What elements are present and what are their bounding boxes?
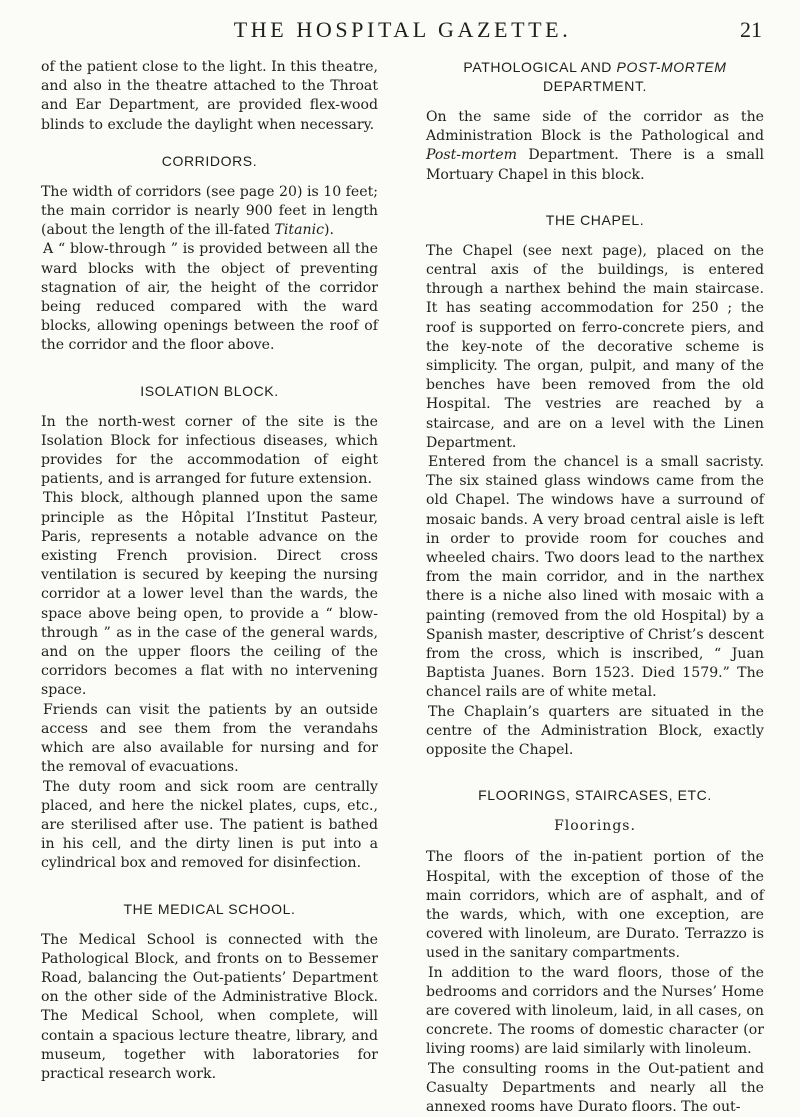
chapel-paragraph-3: The Chaplain’s quarters are situated in the centre of the Administration Block, exactly opposite the Chapel. [426,703,764,759]
pathological-heading: PATHOLOGICAL AND POST-MORTEM DEPARTMENT. [463,59,727,94]
intro-paragraph: of the patient close to the light. In this theatre, and also in the theatre attached to the Throat and Ear Department, are provided flex-wood blinds to exclude the daylight when necessary. [41,59,378,133]
right-column [426,58,764,1117]
text-columns [41,58,764,1117]
page-number: 21 [740,17,762,42]
chapel-paragraph-2: Entered from the chancel is a small sacristy. The six stained glass windows came from the old Chapel. The windows have a surround of mosaic bands. A very broad central aisle is left in order to provide room for couches and wheeled chairs. Two doors lead to the narthex from the main corridor, and in the narthex there is a niche also lined with mosaic with a painting (removed from the old Hospital) by a Spanish master, descriptive of Christ’s descent from the cross, which is inscribed, “ Juan Baptista Juanes. Born 1523. Died 1579.” The chancel rails are of white metal. [426,454,764,701]
medical-school-paragraph: The Medical School is connected with the Pathological Block, and fronts on to Bessemer Road, balancing the Out-patients’ Department on the other side of the Administrative Block. The Medical School, when complete, will contain a spacious lecture theatre, library, and museum, together with laboratories for practical research work. [41,931,378,1082]
corridors-heading: CORRIDORS. [161,152,258,169]
chapel-paragraph-1: The Chapel (see next page), placed on the central axis of the buildings, is entered through a narthex behind the main staircase. It has seating accommodation for 250 ; the roof is supported on ferro-concrete piers, and the key-note of the decorative scheme is simplicity. The organ, pulpit, and many of the benches have been removed from the old Hospital. The vestries are reached by a staircase, and are on a level with the Linen Department. [426,242,764,451]
floorings-subheading: Floorings. [554,818,636,835]
medical-school-heading: THE MEDICAL SCHOOL. [123,900,296,917]
floorings-paragraph-1: The floors of the in-patient portion of the Hospital, with the exception of those of the main corridors, which are of asphalt, and of the wards, which, with one exception, are covered with linoleum, are Durato. Terrazzo is used in the sanitary compartments. [426,849,764,962]
isolation-paragraph-1: In the north-west corner of the site is the Isolation Block for infectious diseases, which provides for the accommodation of eight patients, and is arranged for future extension. [41,413,378,488]
running-head [41,0,764,44]
isolation-paragraph-2: This block, although planned upon the same principle as the Hôpital l’Institut Pasteur, Paris, represents a notable advance on the existing French provision. Direct cross ventilation is secured by keeping the nursing corridor at a lower level than the wards, the space above being open, to provide a “ blow-through ” as in the case of the general wards, and on the upper floors the ceiling of the corridors becomes a flat with no intervening space. [41,490,378,699]
isolation-paragraph-3: Friends can visit the patients by an outside access and see them from the verandahs which are also available for nursing and for the removal of evacuations. [41,701,378,776]
isolation-paragraph-4: The duty room and sick room are centrally placed, and here the nickel plates, cups, etc., are sterilised after use. The patient is bathed in his cell, and the dirty linen is put into a cylindrical box and removed for disinfection. [41,778,378,872]
floorings-paragraph-2: In addition to the ward floors, those of the bedrooms and corridors and the Nurses’ Home are covered with linoleum, laid, in all cases, on concrete. The rooms of domestic character (or living rooms) are laid similarly with linoleum. [426,964,764,1058]
floorings-heading: FLOORINGS, STAIRCASES, ETC. [478,787,712,804]
corridors-paragraph-2: A “ blow-through ” is provided between all the ward blocks with the object of preventing stagnation of air, the height of the corridor being reduced compared with the ward blocks, allowing openings between the roof of the corridor and the floor above. [41,241,378,354]
running-title: THE HOSPITAL GAZETTE. [233,17,572,42]
chapel-heading: THE CHAPEL. [545,211,645,228]
floorings-paragraph-3: The consulting rooms in the Out-patient and Casualty Departments and nearly all the annexed rooms have Durato floors. The out- [426,1060,764,1115]
isolation-heading: ISOLATION BLOCK. [140,382,279,399]
corridors-paragraph-1: The width of corridors (see page 20) is 10 feet; the main corridor is nearly 900 feet in length (about the length of the ill-fated Titanic). [41,183,378,239]
titanic-italic: Titanic [274,222,324,239]
left-column [41,58,378,1117]
pathological-paragraph: On the same side of the corridor as the Administration Block is the Pathological and Post-mortem Department. There is a small Mortuary Chapel in this block. [426,109,764,183]
